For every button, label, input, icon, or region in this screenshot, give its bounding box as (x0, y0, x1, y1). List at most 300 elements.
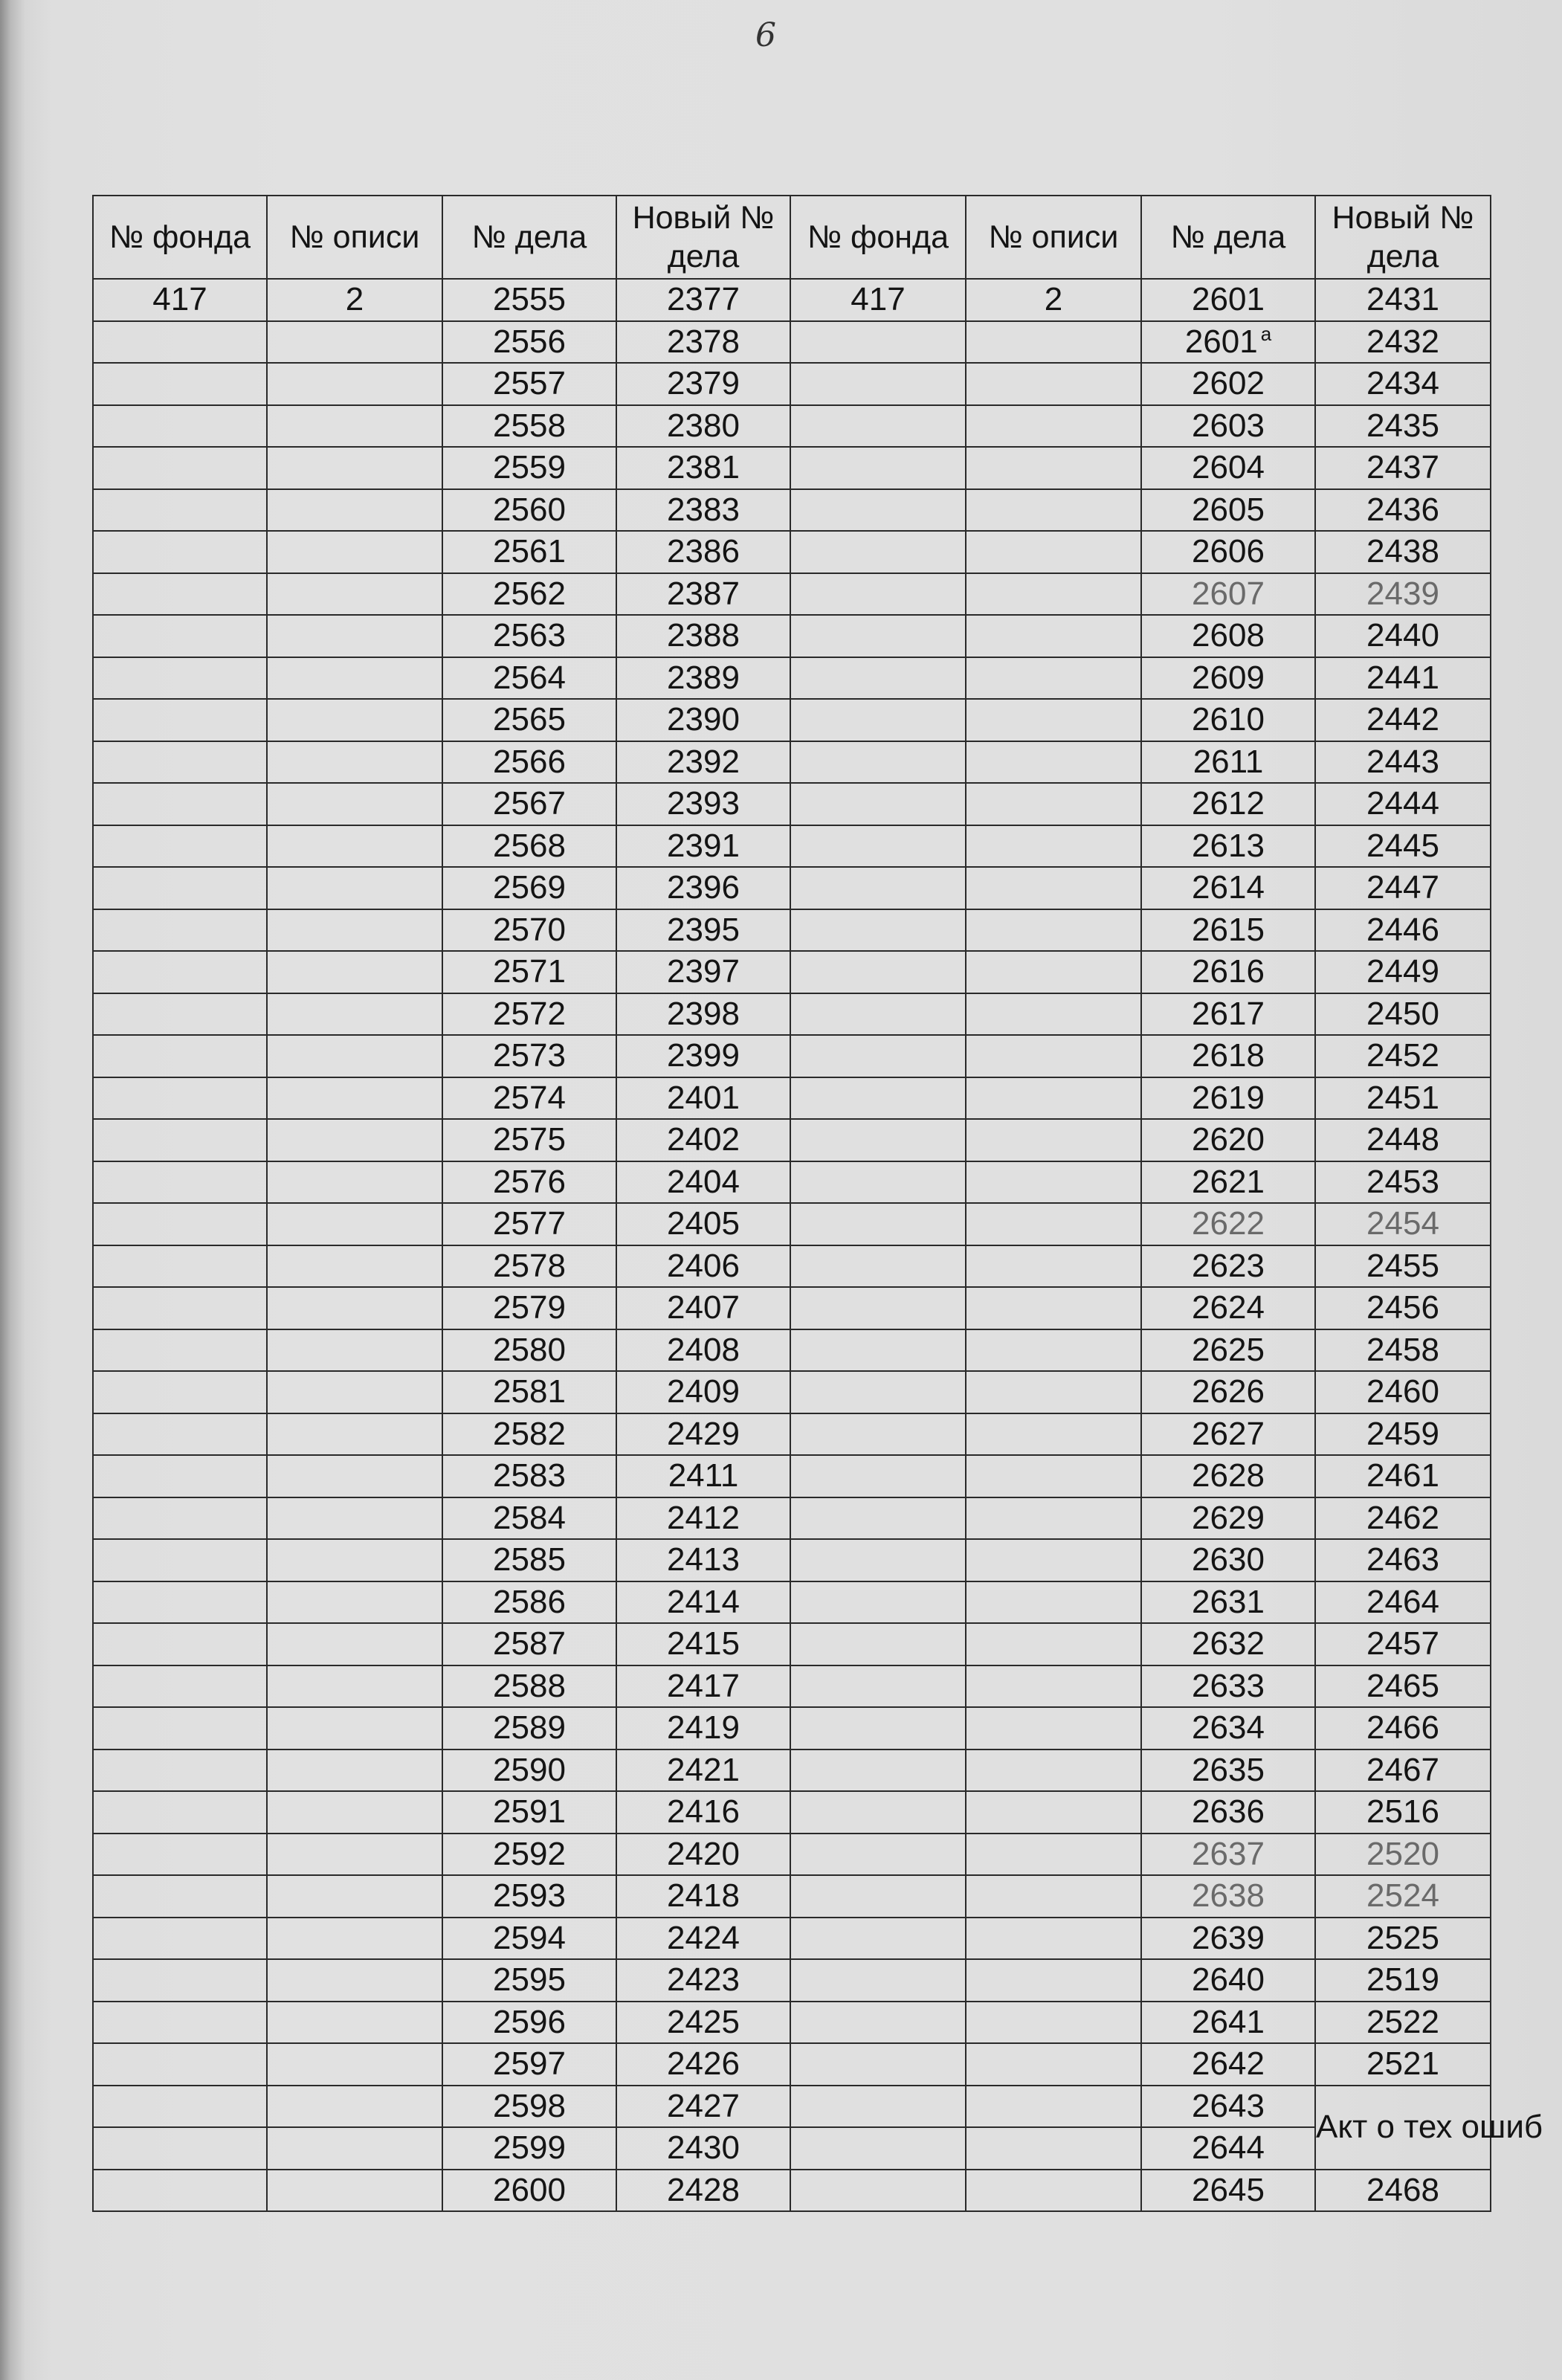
fond-cell-left (93, 2170, 267, 2212)
opis-cell-left (267, 2127, 442, 2170)
delo-number: 2606 (1192, 533, 1265, 570)
delo-number: 2639 (1192, 1919, 1265, 1956)
opis-cell-left (267, 2086, 442, 2128)
delo-cell-right (1141, 279, 1315, 321)
delo-number: 2609 (1192, 659, 1265, 696)
table-row (93, 1077, 1491, 1120)
opis-cell-right (966, 699, 1141, 741)
new-delo-cell-right: 2519 (1315, 1959, 1491, 2002)
fond-cell-left (93, 1329, 267, 1372)
fond-cell-left (93, 321, 267, 364)
fond-cell-right (790, 1539, 966, 1581)
delo-number: 2611 (1193, 743, 1264, 780)
table-row (93, 279, 1491, 321)
fond-cell-left (93, 1539, 267, 1581)
fond-cell-right (790, 2086, 966, 2128)
delo-number: 2631 (1192, 1583, 1265, 1620)
delo-cell-right (1141, 657, 1315, 700)
fond-cell-right (790, 1413, 966, 1456)
table-row (93, 741, 1491, 784)
new-delo-cell-left: 2383 (616, 489, 790, 532)
fond-cell-right (790, 1707, 966, 1749)
opis-cell-left (267, 1371, 442, 1413)
table-row (93, 1791, 1491, 1834)
new-delo-cell-left: 2380 (616, 405, 790, 448)
delo-cell-left: 2587 (442, 1623, 616, 1665)
new-delo-cell-right: 2467 (1315, 1749, 1491, 1792)
fond-cell-left (93, 1161, 267, 1204)
fond-cell-right (790, 825, 966, 868)
delo-cell-left: 2588 (442, 1665, 616, 1708)
new-delo-cell-left: 2398 (616, 993, 790, 1036)
delo-cell-right (1141, 1497, 1315, 1540)
new-delo-cell-right: 2448 (1315, 1119, 1491, 1161)
new-delo-cell-left: 2392 (616, 741, 790, 784)
delo-cell-left: 2595 (442, 1959, 616, 2002)
opis-cell-right (966, 909, 1141, 952)
opis-cell-right (966, 1371, 1141, 1413)
table-row (93, 867, 1491, 909)
new-delo-cell-left: 2390 (616, 699, 790, 741)
delo-cell-right (1141, 1203, 1315, 1245)
delo-cell-left: 2559 (442, 447, 616, 489)
delo-number: 2635 (1192, 1751, 1265, 1788)
new-delo-note-cell: Акт о тех ошиб (1315, 2086, 1491, 2170)
delo-cell-left: 2597 (442, 2043, 616, 2086)
opis-cell-right (966, 2043, 1141, 2086)
opis-cell-right (966, 2170, 1141, 2212)
fond-cell-right (790, 1497, 966, 1540)
delo-number: 2638 (1192, 1877, 1265, 1915)
header-new-delo-right: Новый № дела (1315, 196, 1491, 279)
opis-cell-right (966, 363, 1141, 405)
new-delo-cell-right: 2440 (1315, 615, 1491, 657)
new-delo-cell-right: 2520 (1315, 1834, 1491, 1876)
delo-cell-right (1141, 405, 1315, 448)
table-body (93, 196, 1543, 2211)
new-delo-cell-left: 2412 (616, 1497, 790, 1540)
new-delo-cell-left: 2419 (616, 1707, 790, 1749)
table-row (93, 1875, 1491, 1918)
delo-cell-right (1141, 1665, 1315, 1708)
fond-cell-right (790, 615, 966, 657)
fond-cell-right (790, 909, 966, 952)
delo-cell-right (1141, 1161, 1315, 1204)
fond-cell-left (93, 2086, 267, 2128)
new-delo-cell-left: 2420 (616, 1834, 790, 1876)
new-delo-cell-right: 2457 (1315, 1623, 1491, 1665)
delo-cell-right (1141, 1329, 1315, 1372)
fond-cell-right: 417 (790, 279, 966, 321)
delo-cell-right (1141, 1959, 1315, 2002)
opis-cell-right (966, 2127, 1141, 2170)
new-delo-cell-right: 2449 (1315, 951, 1491, 993)
table-row (93, 1161, 1491, 1204)
fond-cell-right (790, 783, 966, 825)
opis-cell-right (966, 1329, 1141, 1372)
new-delo-cell-right: 2447 (1315, 867, 1491, 909)
delo-cell-left: 2598 (442, 2086, 616, 2128)
delo-cell-left: 2593 (442, 1875, 616, 1918)
opis-cell-right (966, 1287, 1141, 1329)
delo-number: 2603 (1192, 407, 1265, 444)
opis-cell-left (267, 489, 442, 532)
fond-cell-left (93, 951, 267, 993)
new-delo-cell-right: 2465 (1315, 1665, 1491, 1708)
new-delo-cell-right: 2460 (1315, 1371, 1491, 1413)
delo-cell-right (1141, 1918, 1315, 1960)
delo-cell-right (1141, 489, 1315, 532)
delo-number: 2601 (1184, 323, 1258, 360)
table-row (93, 825, 1491, 868)
delo-cell-left: 2573 (442, 1035, 616, 1077)
delo-cell-left: 2590 (442, 1749, 616, 1792)
fond-cell-left (93, 1203, 267, 1245)
delo-cell-right (1141, 1077, 1315, 1120)
new-delo-cell-right: 2456 (1315, 1287, 1491, 1329)
delo-cell-right (1141, 1539, 1315, 1581)
opis-cell-right (966, 1918, 1141, 1960)
delo-cell-right (1141, 321, 1315, 364)
opis-cell-left (267, 1665, 442, 1708)
header-opis-left: № описи (267, 196, 442, 279)
delo-cell-right (1141, 531, 1315, 573)
opis-cell-left (267, 1707, 442, 1749)
delo-cell-right (1141, 1119, 1315, 1161)
delo-number: 2607 (1192, 575, 1265, 612)
fond-cell-right (790, 1077, 966, 1120)
opis-cell-right (966, 825, 1141, 868)
opis-cell-left (267, 1455, 442, 1497)
new-delo-cell-left: 2428 (616, 2170, 790, 2212)
delo-number: 2645 (1192, 2171, 1265, 2208)
opis-cell-left (267, 615, 442, 657)
new-delo-cell-right: 2435 (1315, 405, 1491, 448)
delo-number: 2633 (1192, 1667, 1265, 1704)
opis-cell-right (966, 447, 1141, 489)
delo-cell-right (1141, 363, 1315, 405)
new-delo-cell-left: 2430 (616, 2127, 790, 2170)
fond-cell-right (790, 1918, 966, 1960)
opis-cell-right (966, 1455, 1141, 1497)
table-row (93, 1497, 1491, 1540)
fond-cell-left (93, 825, 267, 868)
opis-cell-right (966, 531, 1141, 573)
fond-cell-left (93, 531, 267, 573)
delo-cell-left: 2584 (442, 1497, 616, 1540)
delo-cell-left: 2565 (442, 699, 616, 741)
opis-cell-right (966, 867, 1141, 909)
fond-cell-right (790, 531, 966, 573)
fond-cell-right (790, 2170, 966, 2212)
new-delo-cell-left: 2411 (616, 1455, 790, 1497)
opis-cell-left (267, 1749, 442, 1792)
new-delo-cell-left: 2399 (616, 1035, 790, 1077)
delo-cell-left: 2572 (442, 993, 616, 1036)
delo-number: 2632 (1192, 1625, 1265, 1663)
delo-cell-right (1141, 573, 1315, 616)
new-delo-cell-left: 2418 (616, 1875, 790, 1918)
table-row (93, 1665, 1491, 1708)
opis-cell-right (966, 1707, 1141, 1749)
delo-number: 2624 (1192, 1289, 1265, 1326)
new-delo-cell-left: 2405 (616, 1203, 790, 1245)
new-delo-cell-left: 2423 (616, 1959, 790, 2002)
delo-number: 2619 (1192, 1079, 1265, 1116)
new-delo-cell-left: 2424 (616, 1918, 790, 1960)
fond-cell-left (93, 1287, 267, 1329)
opis-cell-left (267, 951, 442, 993)
opis-cell-left (267, 1959, 442, 2002)
new-delo-cell-right: 2436 (1315, 489, 1491, 532)
delo-cell-left: 2576 (442, 1161, 616, 1204)
fond-cell-left (93, 867, 267, 909)
table-row (93, 1245, 1491, 1288)
fond-cell-left (93, 1791, 267, 1834)
fond-cell-left (93, 2002, 267, 2044)
new-delo-cell-right: 2443 (1315, 741, 1491, 784)
opis-cell-left (267, 1245, 442, 1288)
opis-cell-right (966, 1245, 1141, 1288)
fond-cell-right (790, 1035, 966, 1077)
delo-cell-right (1141, 825, 1315, 868)
delo-number: 2608 (1192, 617, 1265, 654)
fond-cell-left (93, 1749, 267, 1792)
opis-cell-right (966, 657, 1141, 700)
delo-number: 2610 (1192, 701, 1265, 738)
table-row (93, 993, 1491, 1036)
table-row (93, 909, 1491, 952)
fond-cell-left (93, 447, 267, 489)
opis-cell-left (267, 321, 442, 364)
fond-cell-left (93, 1834, 267, 1876)
delo-cell-left: 2600 (442, 2170, 616, 2212)
delo-cell-right (1141, 1455, 1315, 1497)
new-delo-cell-left: 2381 (616, 447, 790, 489)
new-delo-cell-right: 2462 (1315, 1497, 1491, 1540)
new-delo-cell-right: 2516 (1315, 1791, 1491, 1834)
fond-cell-right (790, 1623, 966, 1665)
delo-number: 2601 (1192, 281, 1265, 318)
delo-cell-left: 2594 (442, 1918, 616, 1960)
delo-cell-right (1141, 1791, 1315, 1834)
opis-cell-left (267, 2043, 442, 2086)
new-delo-cell-right: 2455 (1315, 1245, 1491, 1288)
table-row (93, 447, 1491, 489)
opis-cell-left (267, 1413, 442, 1456)
fond-cell-right (790, 1791, 966, 1834)
delo-cell-right (1141, 699, 1315, 741)
new-delo-cell-left: 2402 (616, 1119, 790, 1161)
table-row (93, 657, 1491, 700)
delo-cell-right (1141, 783, 1315, 825)
fond-cell-left (93, 909, 267, 952)
table-row (93, 1834, 1491, 1876)
fond-cell-left (93, 1245, 267, 1288)
fond-cell-right (790, 1119, 966, 1161)
opis-cell-left (267, 1077, 442, 1120)
fond-cell-right (790, 2002, 966, 2044)
opis-cell-left (267, 909, 442, 952)
delo-cell-left: 2585 (442, 1539, 616, 1581)
delo-cell-left: 2589 (442, 1707, 616, 1749)
new-delo-cell-right: 2452 (1315, 1035, 1491, 1077)
fond-cell-left (93, 1497, 267, 1540)
new-delo-cell-left: 2401 (616, 1077, 790, 1120)
opis-cell-right (966, 1875, 1141, 1918)
table-row (93, 1203, 1491, 1245)
new-delo-cell-left: 2426 (616, 2043, 790, 2086)
delo-number: 2605 (1192, 491, 1265, 528)
new-delo-cell-right: 2458 (1315, 1329, 1491, 1372)
fond-cell-left (93, 699, 267, 741)
delo-cell-left: 2555 (442, 279, 616, 321)
opis-cell-right (966, 1539, 1141, 1581)
table-row (93, 405, 1491, 448)
delo-number: 2622 (1192, 1205, 1265, 1242)
delo-cell-right (1141, 993, 1315, 1036)
new-delo-cell-right: 2434 (1315, 363, 1491, 405)
delo-cell-left: 2577 (442, 1203, 616, 1245)
table-row (93, 2002, 1491, 2044)
new-delo-cell-left: 2404 (616, 1161, 790, 1204)
fond-cell-right (790, 1329, 966, 1372)
new-delo-cell-left: 2395 (616, 909, 790, 952)
table-row (93, 1539, 1491, 1581)
table-row (93, 2127, 1491, 2170)
delo-cell-left: 2556 (442, 321, 616, 364)
opis-cell-left (267, 867, 442, 909)
delo-cell-left: 2592 (442, 1834, 616, 1876)
fond-cell-left (93, 1455, 267, 1497)
delo-cell-right (1141, 1875, 1315, 1918)
delo-number: 2641 (1192, 2003, 1265, 2040)
table-row (93, 531, 1491, 573)
new-delo-cell-right: 2468 (1315, 2170, 1491, 2212)
delo-cell-left: 2561 (442, 531, 616, 573)
new-delo-cell-left: 2425 (616, 2002, 790, 2044)
delo-cell-left: 2580 (442, 1329, 616, 1372)
fond-cell-right (790, 1245, 966, 1288)
fond-cell-left (93, 1035, 267, 1077)
table-row (93, 1119, 1491, 1161)
opis-cell-left (267, 1119, 442, 1161)
opis-cell-right (966, 1497, 1141, 1540)
opis-cell-left (267, 1329, 442, 1372)
new-delo-cell-right: 2464 (1315, 1581, 1491, 1624)
fond-cell-left (93, 1077, 267, 1120)
opis-cell-right (966, 615, 1141, 657)
new-delo-cell-right: 2431 (1315, 279, 1491, 321)
table-row (93, 951, 1491, 993)
opis-cell-left (267, 1791, 442, 1834)
delo-cell-left: 2571 (442, 951, 616, 993)
delo-cell-right (1141, 2086, 1315, 2128)
opis-cell-left (267, 993, 442, 1036)
new-delo-cell-right: 2521 (1315, 2043, 1491, 2086)
opis-cell-right (966, 783, 1141, 825)
opis-cell-left (267, 741, 442, 784)
delo-cell-right (1141, 2002, 1315, 2044)
delo-number: 2612 (1192, 785, 1265, 822)
delo-cell-right (1141, 1287, 1315, 1329)
opis-cell-right (966, 1665, 1141, 1708)
new-delo-cell-right: 2453 (1315, 1161, 1491, 1204)
opis-cell-right (966, 1623, 1141, 1665)
fond-cell-left (93, 1875, 267, 1918)
fond-cell-right (790, 447, 966, 489)
opis-cell-left (267, 1875, 442, 1918)
opis-cell-left (267, 1497, 442, 1540)
new-delo-cell-right: 2454 (1315, 1203, 1491, 1245)
fond-cell-left (93, 1959, 267, 2002)
delo-cell-left: 2578 (442, 1245, 616, 1288)
opis-cell-left (267, 531, 442, 573)
opis-cell-left (267, 657, 442, 700)
opis-cell-left (267, 1287, 442, 1329)
delo-number: 2634 (1192, 1709, 1265, 1747)
delo-number: 2602 (1192, 365, 1265, 402)
table-row (93, 783, 1491, 825)
fond-cell-left (93, 363, 267, 405)
table-row (93, 1455, 1491, 1497)
delo-number: 2629 (1192, 1499, 1265, 1536)
fond-cell-left (93, 2043, 267, 2086)
opis-cell-left (267, 1834, 442, 1876)
delo-number: 2621 (1192, 1163, 1265, 1200)
fond-cell-right (790, 741, 966, 784)
fond-cell-right (790, 1371, 966, 1413)
table-header-row (93, 196, 1491, 279)
new-delo-cell-left: 2379 (616, 363, 790, 405)
opis-cell-right (966, 741, 1141, 784)
fond-cell-left (93, 615, 267, 657)
new-delo-cell-left: 2396 (616, 867, 790, 909)
header-delo-right: № дела (1141, 196, 1315, 279)
delo-cell-right (1141, 1623, 1315, 1665)
header-opis-right: № описи (966, 196, 1141, 279)
delo-cell-left: 2586 (442, 1581, 616, 1624)
delo-number: 2640 (1192, 1961, 1265, 1999)
new-delo-cell-right: 2445 (1315, 825, 1491, 868)
table-row (93, 699, 1491, 741)
delo-cell-left: 2567 (442, 783, 616, 825)
opis-cell-right (966, 1203, 1141, 1245)
opis-cell-right (966, 1749, 1141, 1792)
opis-cell-right (966, 2086, 1141, 2128)
fond-cell-left (93, 1623, 267, 1665)
opis-cell-right (966, 1161, 1141, 1204)
delo-number: 2604 (1192, 449, 1265, 486)
new-delo-cell-right: 2459 (1315, 1413, 1491, 1456)
delo-cell-left: 2564 (442, 657, 616, 700)
new-delo-cell-right: 2461 (1315, 1455, 1491, 1497)
fond-cell-left (93, 783, 267, 825)
delo-cell-right (1141, 2127, 1315, 2170)
delo-number: 2614 (1192, 869, 1265, 906)
delo-cell-left: 2591 (442, 1791, 616, 1834)
delo-letter-suffix: а (1260, 323, 1272, 346)
delo-number: 2626 (1192, 1373, 1265, 1410)
new-delo-cell-left: 2413 (616, 1539, 790, 1581)
fond-cell-right (790, 1581, 966, 1624)
fond-cell-right (790, 1959, 966, 2002)
delo-number: 2643 (1192, 2087, 1265, 2124)
new-delo-cell-left: 2406 (616, 1245, 790, 1288)
opis-cell-left (267, 1035, 442, 1077)
table-row (93, 1623, 1491, 1665)
delo-cell-left: 2599 (442, 2127, 616, 2170)
